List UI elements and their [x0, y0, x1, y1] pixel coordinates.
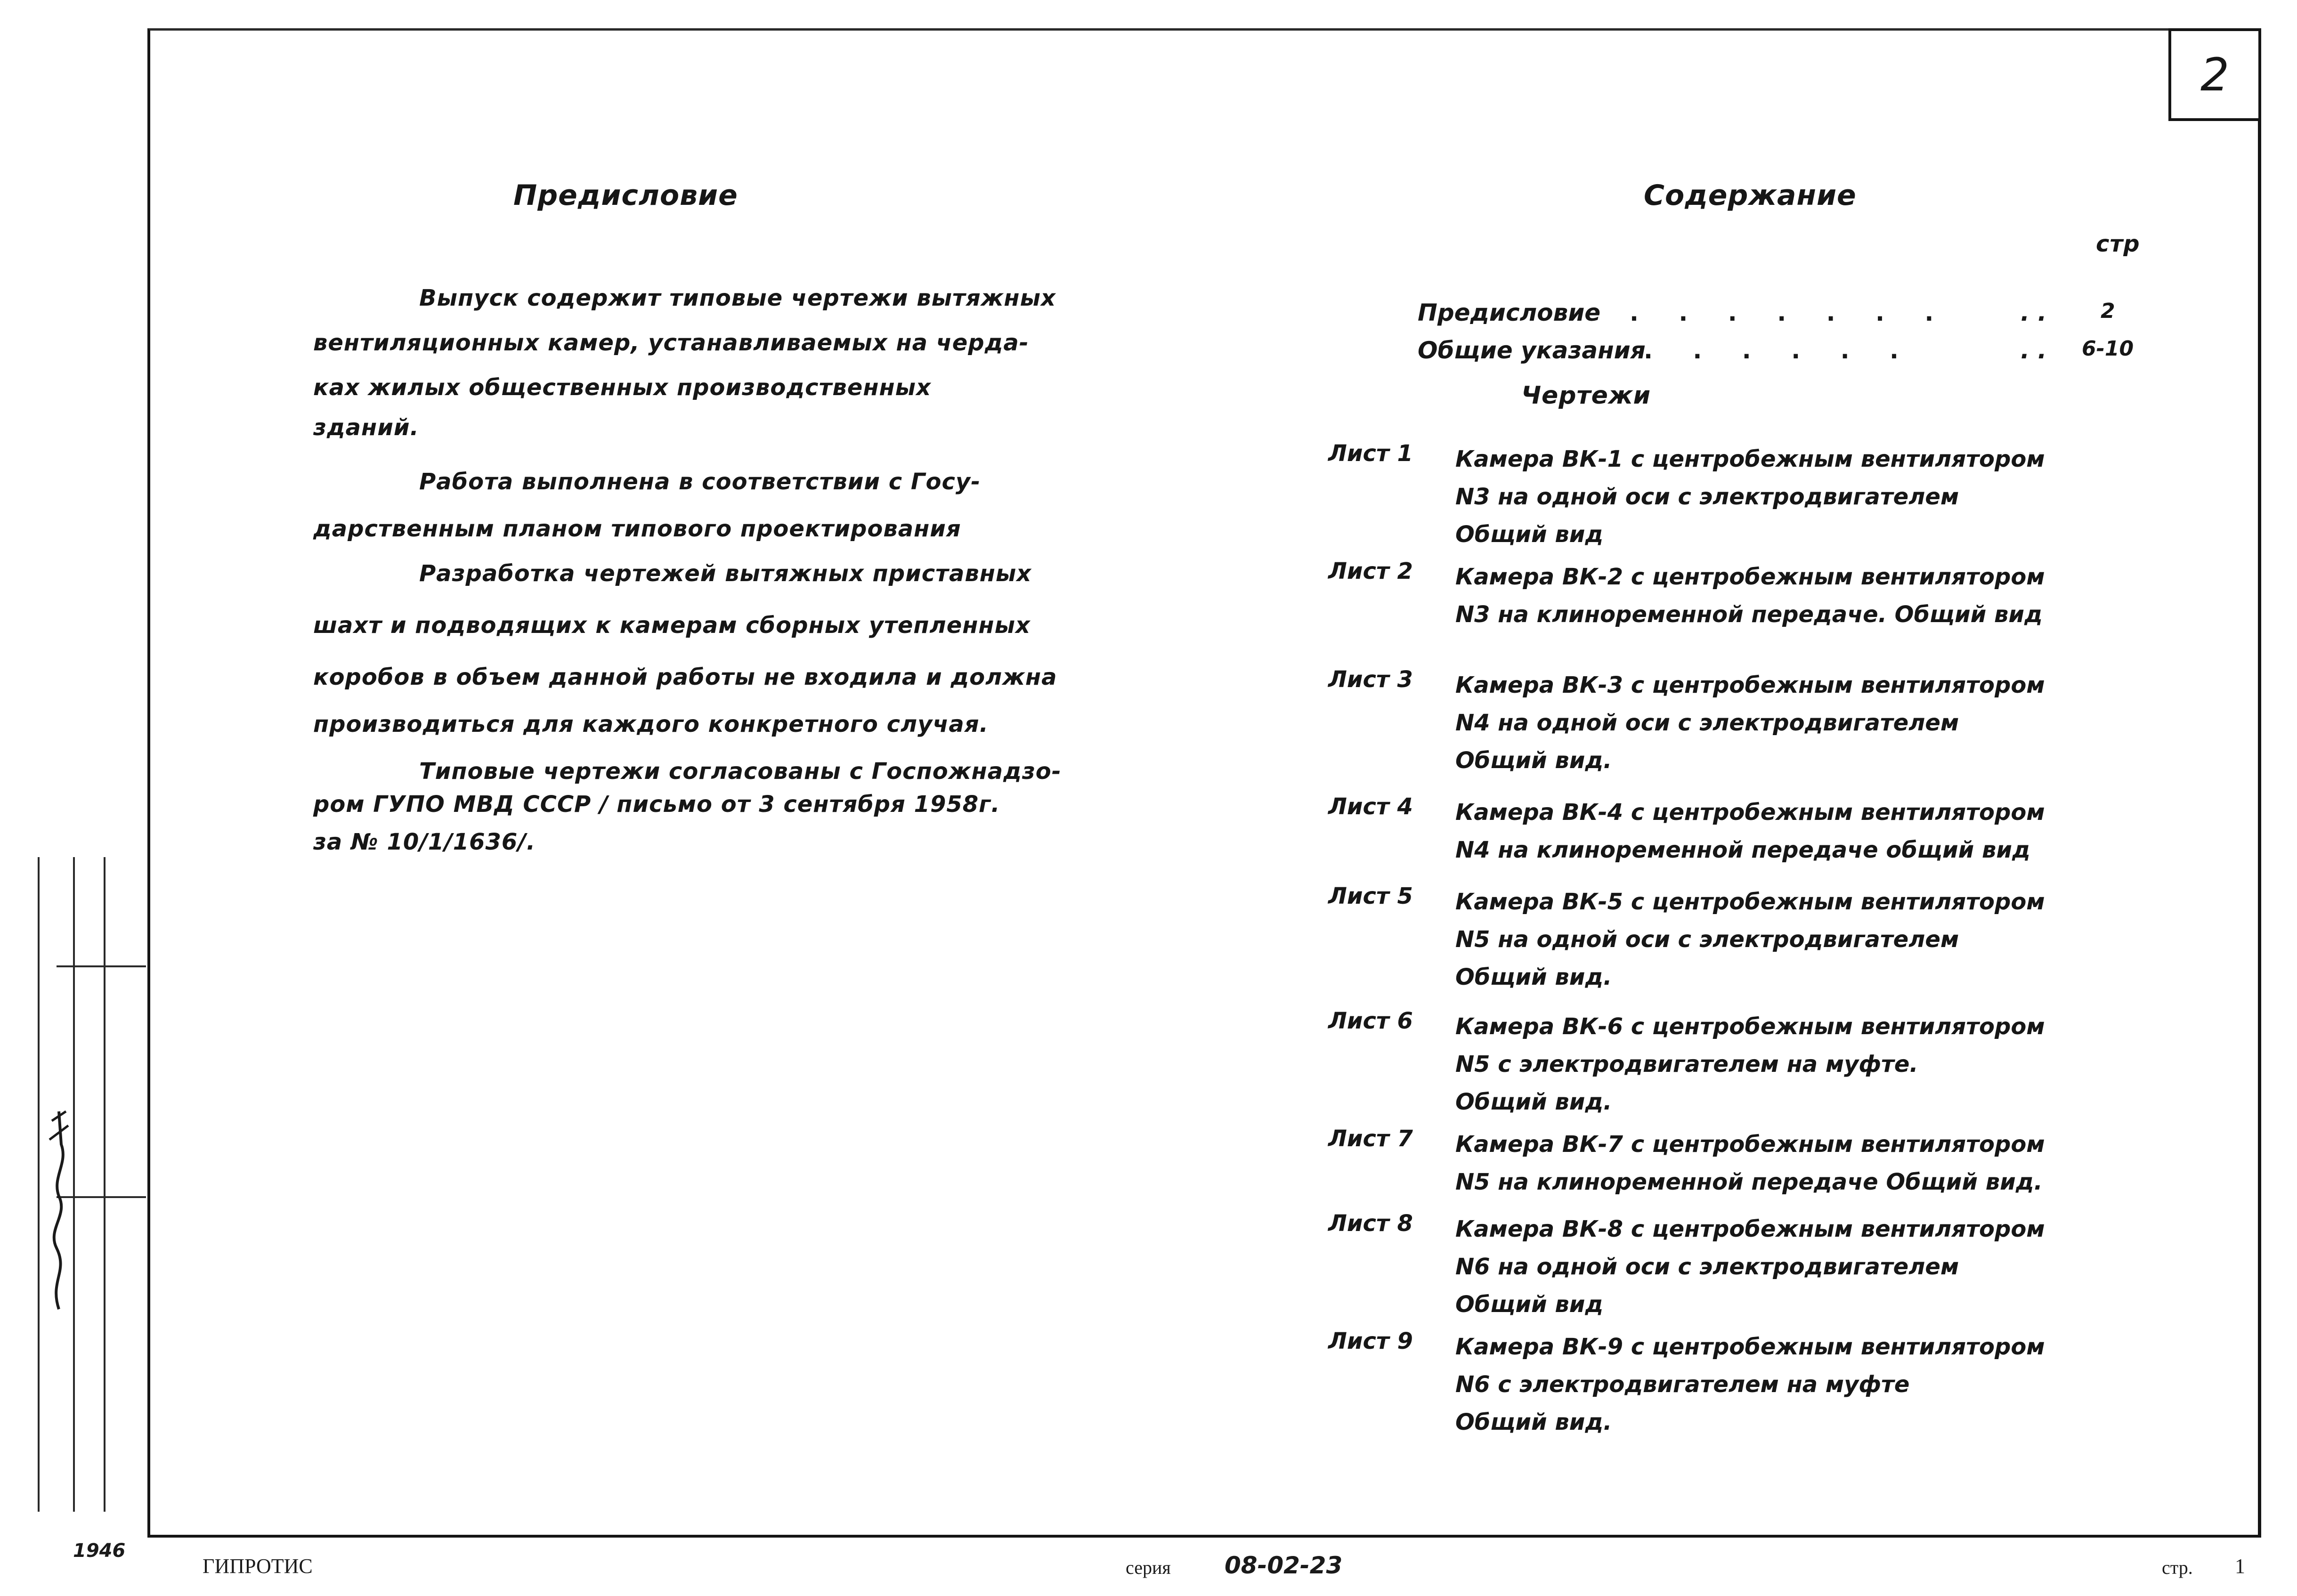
leader-dots: . .	[2021, 337, 2047, 364]
sheet-line: Камера ВК-7 с центробежным вентилятором	[1455, 1131, 2045, 1158]
sheet-line: Общий вид	[1455, 521, 1604, 548]
sheet-label: Лист 8	[1328, 1210, 1413, 1237]
preface-line: вентиляционных камер, устанавливаемых на черда-	[313, 330, 1029, 356]
sheet-line: Общий вид	[1455, 1291, 1604, 1318]
leader-dots: . . . . . . .	[1630, 299, 1950, 326]
sheet-line: Камера ВК-3 с центробежным вентилятором	[1455, 672, 2045, 698]
preface-line: Типовые чертежи согласованы с Госпожнадзо-	[419, 758, 1062, 785]
preface-line: производиться для каждого конкретного случая.	[313, 711, 989, 737]
sheet-line: N5 на клиноременной передаче Общий вид.	[1455, 1169, 2043, 1195]
sheet-line: N4 на одной оси с электродвигателем	[1455, 710, 1959, 736]
sheet-label: Лист 5	[1328, 883, 1413, 909]
margin-line	[57, 965, 146, 967]
contents-entry-label: Общие указания	[1418, 337, 1646, 364]
sheet-line: Камера ВК-4 с центробежным вентилятором	[1455, 799, 2045, 826]
sheet-line: Камера ВК-9 с центробежным вентилятором	[1455, 1334, 2045, 1360]
sheet-line: Камера ВК-2 с центробежным вентилятором	[1455, 564, 2045, 590]
page-number: 2	[2200, 48, 2230, 101]
sheet-line: N4 на клиноременной передаче общий вид	[1455, 837, 2030, 863]
preface-line: за № 10/1/1636/.	[313, 829, 536, 855]
preface-title: Предисловие	[513, 179, 738, 212]
sheet-line: Общий вид.	[1455, 964, 1612, 990]
page-number-box	[2168, 28, 2261, 121]
preface-line: Разработка чертежей вытяжных приставных	[419, 560, 1032, 587]
contents-entry-page: 2	[2101, 299, 2115, 323]
sheet-line: Общий вид.	[1455, 1409, 1612, 1435]
preface-line: коробов в объем данной работы не входила и должна	[313, 664, 1057, 690]
sheet-label: Лист 2	[1328, 558, 1413, 584]
preface-line: ках жилых общественных производственных	[313, 374, 932, 401]
preface-line: зданий.	[313, 414, 419, 441]
contents-entry-page: 6-10	[2082, 337, 2134, 361]
footer-page-label: стр.	[2162, 1557, 2193, 1578]
sheet-label: Лист 1	[1328, 440, 1413, 467]
preface-line: Выпуск содержит типовые чертежи вытяжных	[419, 285, 1056, 311]
footer-organization: ГИПРОТИС	[203, 1555, 313, 1578]
margin-line	[38, 857, 40, 1512]
preface-line: шахт и подводящих к камерам сборных утепленных	[313, 612, 1031, 639]
footer-series-value: 08-02-23	[1225, 1552, 1343, 1579]
sheet-label: Лист 3	[1328, 666, 1413, 693]
sheet-line: Камера ВК-5 с центробежным вентилятором	[1455, 889, 2045, 915]
leader-dots: . . . . . .	[1644, 337, 1915, 364]
sheet-label: Лист 6	[1328, 1008, 1413, 1034]
drawings-heading: Чертежи	[1521, 381, 1651, 410]
sheet-label: Лист 9	[1328, 1328, 1413, 1354]
preface-line: ром ГУПО МВД СССР / письмо от 3 сентября 1958г.	[313, 791, 1000, 818]
sheet-label: Лист 7	[1328, 1126, 1413, 1152]
sheet-line: N3 на клиноременной передаче. Общий вид	[1455, 601, 2043, 628]
sheet-line: N5 на одной оси с электродвигателем	[1455, 926, 1959, 953]
sheet-line: Камера ВК-8 с центробежным вентилятором	[1455, 1216, 2045, 1242]
preface-line: дарственным планом типового проектирования	[313, 516, 961, 542]
signature-mark	[40, 1093, 78, 1319]
sheet-line: N5 с электродвигателем на муфте.	[1455, 1051, 1918, 1078]
sheet-line: Общий вид.	[1455, 747, 1612, 774]
sheet-line: N6 на одной оси с электродвигателем	[1455, 1254, 1959, 1280]
sheet-line: N6 с электродвигателем на муфте	[1455, 1371, 1910, 1398]
page-column-label: стр	[2096, 231, 2140, 257]
sheet-label: Лист 4	[1328, 794, 1413, 820]
leader-dots: . .	[2021, 299, 2047, 326]
footer-series-label: серия	[1126, 1557, 1171, 1578]
sheet-line: N3 на одной оси с электродвигателем	[1455, 484, 1959, 510]
contents-title: Содержание	[1644, 179, 1857, 212]
sheet-line: Камера ВК-1 с центробежным вентилятором	[1455, 446, 2045, 472]
footer-year: 1946	[73, 1540, 126, 1562]
sheet-line: Общий вид.	[1455, 1089, 1612, 1115]
footer-page-value: 1	[2235, 1555, 2245, 1578]
preface-line: Работа выполнена в соответствии с Госу-	[419, 469, 981, 495]
contents-entry-label: Предисловие	[1418, 299, 1601, 326]
sheet-line: Камера ВК-6 с центробежным вентилятором	[1455, 1013, 2045, 1040]
margin-line	[104, 857, 106, 1512]
